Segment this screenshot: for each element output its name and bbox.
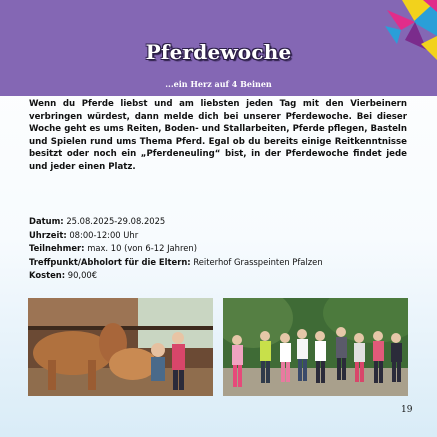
- header-banner: [0, 0, 437, 96]
- detail-label: Datum:: [29, 216, 64, 226]
- page-title: Pferdewoche: [145, 40, 292, 64]
- detail-participants: [29, 242, 409, 256]
- detail-value: Reiterhof Grasspeinten Pfalzen: [193, 256, 323, 267]
- detail-label: Kosten:: [29, 270, 66, 281]
- detail-value: 08:00-12:00 Uhr: [69, 229, 139, 240]
- detail-meeting-point: [29, 256, 409, 270]
- detail-label: Teilnehmer:: [29, 243, 85, 254]
- detail-label: Uhrzeit:: [29, 229, 67, 240]
- event-details: [29, 215, 409, 283]
- detail-cost: [29, 269, 409, 283]
- detail-date: [29, 215, 409, 229]
- page-subtitle: ...ein Herz auf 4 Beinen: [165, 79, 272, 89]
- detail-value: max. 10 (von 6-12 Jahren): [87, 243, 197, 254]
- detail-value: 25.08.2025-29.08.2025: [66, 216, 166, 226]
- detail-label: Treffpunkt/Abholort für die Eltern:: [29, 256, 191, 267]
- page-number: 19: [401, 405, 413, 415]
- photo-children-group: [223, 298, 408, 396]
- detail-time: [29, 229, 409, 243]
- intro-paragraph: Wenn du Pferde liebst und am liebsten jeden Tag mit den Vierbeinern verbringen würdest, dann melde dich bei unserer Pferdewoche. Bei dieser Woche geht es ums Reiten, Boden- und Stallarbeiten, Pferde pflegen, Basteln und Spielen rund ums Thema Pferd. Egal ob du bereits einige Reitkenntnisse besitzt oder noch ein „Pferdeneuling“ bist, in der Pferdewoche findet jede und jeder einen Platz.: [29, 99, 407, 172]
- photo-children-with-horses: [28, 298, 213, 396]
- detail-value: 90,00€: [67, 270, 98, 281]
